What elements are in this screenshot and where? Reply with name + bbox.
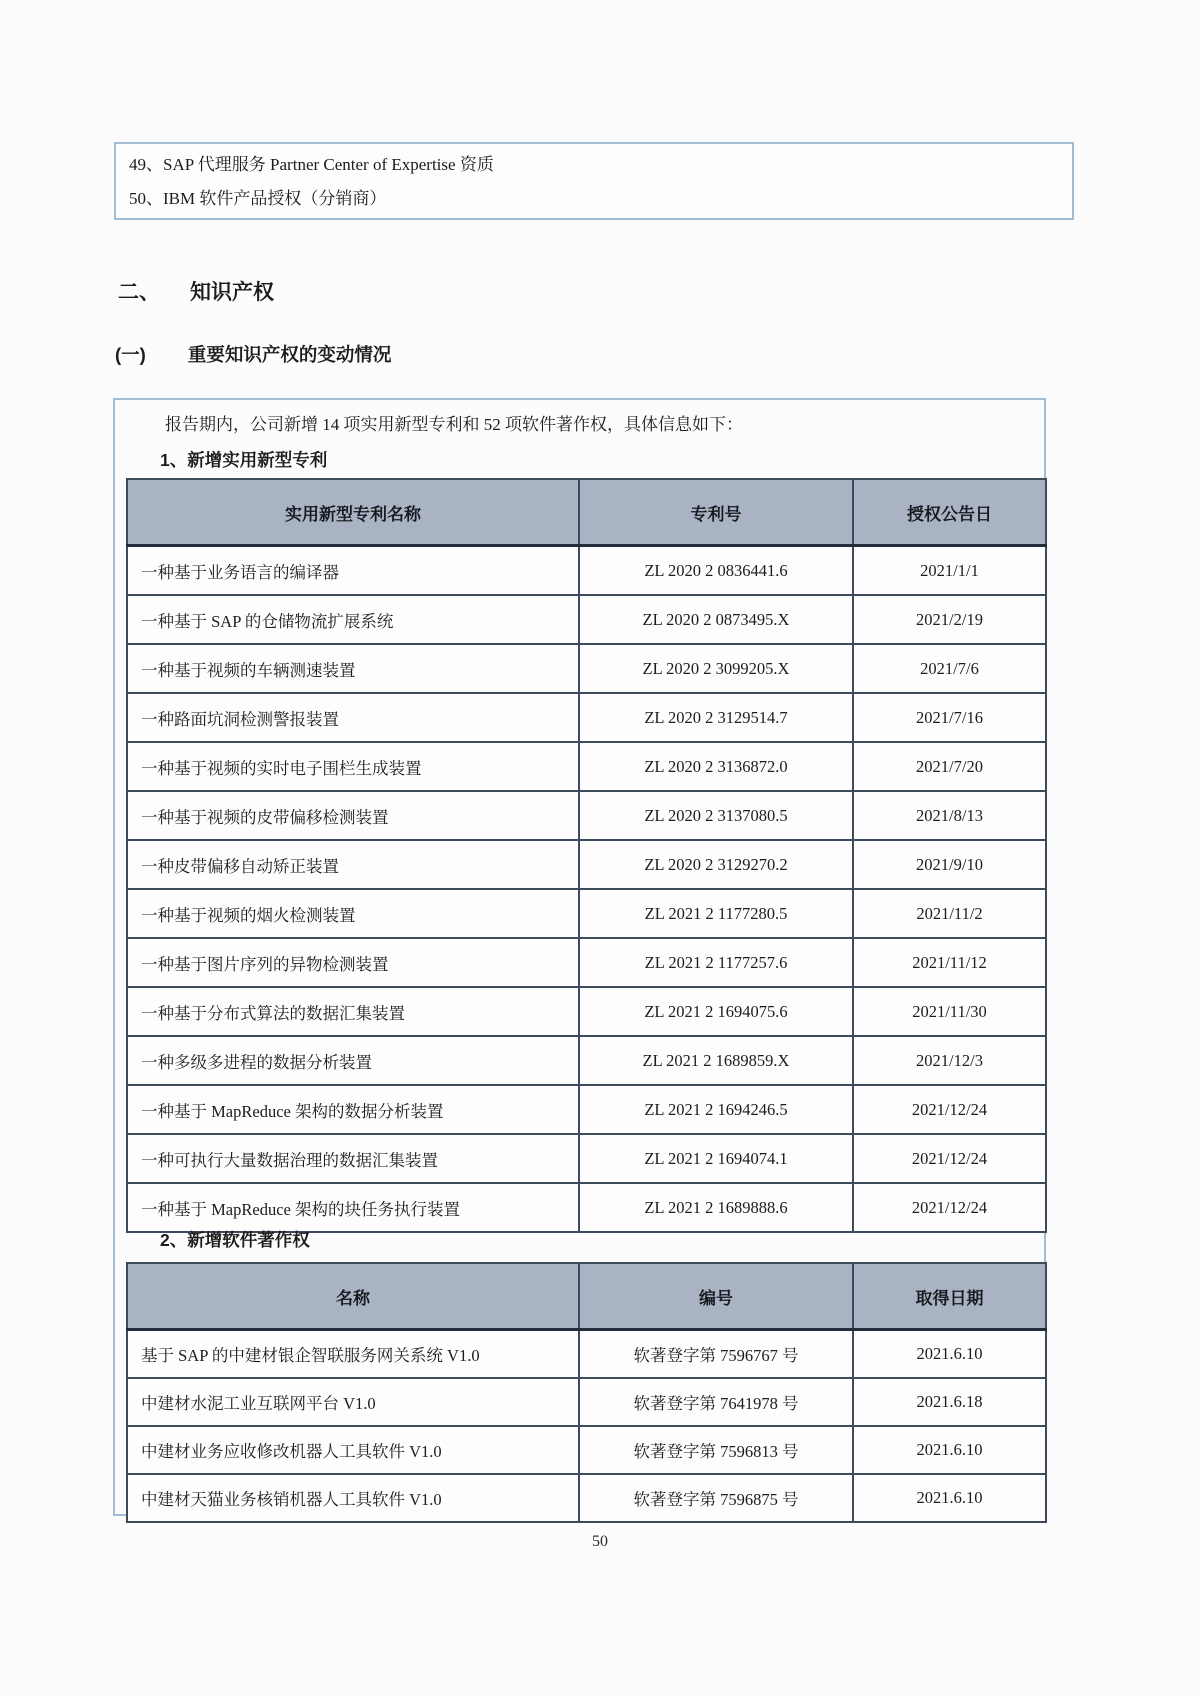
table-cell: 2021.6.18 (853, 1378, 1046, 1426)
qualification-item: 49、SAP 代理服务 Partner Center of Expertise 资质 (129, 155, 494, 174)
column-header: 专利号 (579, 479, 853, 546)
table-cell: ZL 2021 2 1694074.1 (579, 1134, 853, 1183)
table-cell: 2021/12/24 (853, 1134, 1046, 1183)
table-cell: 2021/9/10 (853, 840, 1046, 889)
table-cell: 一种基于 MapReduce 架构的数据分析装置 (127, 1085, 579, 1134)
table-row (127, 889, 1046, 938)
table-cell: 软著登字第 7641978 号 (579, 1378, 853, 1426)
table-cell: ZL 2020 2 0836441.6 (579, 546, 853, 596)
subsection-number: (一) (115, 344, 146, 365)
header-row (127, 1263, 1046, 1330)
table-cell: 软著登字第 7596813 号 (579, 1426, 853, 1474)
table-cell: 一种可执行大量数据治理的数据汇集装置 (127, 1134, 579, 1183)
section-title: 知识产权 (190, 281, 274, 304)
table-cell: ZL 2021 2 1177257.6 (579, 938, 853, 987)
table-cell: ZL 2020 2 3099205.X (579, 644, 853, 693)
table-cell: 2021/11/2 (853, 889, 1046, 938)
column-header: 实用新型专利名称 (127, 479, 579, 546)
table-cell: 软著登字第 7596767 号 (579, 1330, 853, 1379)
section-number: 二、 (118, 281, 160, 304)
table-cell: 2021.6.10 (853, 1474, 1046, 1522)
table-row (127, 546, 1046, 596)
table-cell: 一种基于视频的实时电子围栏生成装置 (127, 742, 579, 791)
table-cell: ZL 2020 2 3129514.7 (579, 693, 853, 742)
table-row (127, 1378, 1046, 1426)
table-cell: ZL 2020 2 0873495.X (579, 595, 853, 644)
table-cell: 2021/12/24 (853, 1085, 1046, 1134)
patent-table (126, 478, 1047, 1233)
table-cell: 2021/11/12 (853, 938, 1046, 987)
header-row (127, 479, 1046, 546)
table-row (127, 595, 1046, 644)
table-cell: 2021.6.10 (853, 1330, 1046, 1379)
table-cell: 一种基于视频的烟火检测装置 (127, 889, 579, 938)
table-row (127, 1085, 1046, 1134)
table-row (127, 1036, 1046, 1085)
table-cell: ZL 2021 2 1689859.X (579, 1036, 853, 1085)
table-cell: 一种基于 MapReduce 架构的块任务执行装置 (127, 1183, 579, 1232)
table-cell: 一种基于视频的皮带偏移检测装置 (127, 791, 579, 840)
section-heading (118, 276, 274, 306)
subsection-heading (115, 341, 391, 367)
table-row (127, 1134, 1046, 1183)
table-cell: ZL 2020 2 3136872.0 (579, 742, 853, 791)
table-row (127, 693, 1046, 742)
table-row (127, 1474, 1046, 1522)
subsection-title: 重要知识产权的变动情况 (187, 344, 392, 365)
copyright-table-caption: 2、新增软件著作权 (160, 1230, 310, 1250)
table-cell: 一种基于业务语言的编译器 (127, 546, 579, 596)
column-header: 取得日期 (853, 1263, 1046, 1330)
table-row (127, 1183, 1046, 1232)
column-header: 名称 (127, 1263, 579, 1330)
table-cell: 一种路面坑洞检测警报装置 (127, 693, 579, 742)
table-cell: 中建材业务应收修改机器人工具软件 V1.0 (127, 1426, 579, 1474)
table-cell: 中建材天猫业务核销机器人工具软件 V1.0 (127, 1474, 579, 1522)
table-row (127, 1330, 1046, 1379)
table-row (127, 938, 1046, 987)
table-cell: 2021/12/3 (853, 1036, 1046, 1085)
table-cell: 2021/12/24 (853, 1183, 1046, 1232)
patent-table-caption: 1、新增实用新型专利 (160, 450, 328, 470)
table-cell: 2021.6.10 (853, 1426, 1046, 1474)
table-cell: 2021/1/1 (853, 546, 1046, 596)
column-header: 编号 (579, 1263, 853, 1330)
table-cell: 2021/8/13 (853, 791, 1046, 840)
intro-paragraph: 报告期内，公司新增 14 项实用新型专利和 52 项软件著作权，具体信息如下： (165, 415, 743, 434)
table-cell: 基于 SAP 的中建材银企智联服务网关系统 V1.0 (127, 1330, 579, 1379)
qualification-item: 50、IBM 软件产品授权（分销商） (129, 189, 387, 208)
table-row (127, 840, 1046, 889)
column-header: 授权公告日 (853, 479, 1046, 546)
qualification-list-box (114, 142, 1074, 220)
table-row (127, 644, 1046, 693)
table-cell: 一种皮带偏移自动矫正装置 (127, 840, 579, 889)
table-cell: 一种基于分布式算法的数据汇集装置 (127, 987, 579, 1036)
table-row (127, 1426, 1046, 1474)
table-row (127, 742, 1046, 791)
table-cell: 2021/7/6 (853, 644, 1046, 693)
table-cell: 中建材水泥工业互联网平台 V1.0 (127, 1378, 579, 1426)
copyright-table (126, 1262, 1047, 1523)
table-cell: ZL 2021 2 1177280.5 (579, 889, 853, 938)
table-cell: 2021/7/16 (853, 693, 1046, 742)
table-cell: ZL 2021 2 1689888.6 (579, 1183, 853, 1232)
table-cell: 2021/2/19 (853, 595, 1046, 644)
page-number: 50 (592, 1533, 608, 1550)
table-cell: 软著登字第 7596875 号 (579, 1474, 853, 1522)
table-cell: 2021/7/20 (853, 742, 1046, 791)
table-row (127, 791, 1046, 840)
table-cell: 一种多级多进程的数据分析装置 (127, 1036, 579, 1085)
table-cell: ZL 2021 2 1694246.5 (579, 1085, 853, 1134)
table-cell: 一种基于 SAP 的仓储物流扩展系统 (127, 595, 579, 644)
table-cell: 一种基于图片序列的异物检测装置 (127, 938, 579, 987)
table-cell: ZL 2020 2 3129270.2 (579, 840, 853, 889)
table-cell: ZL 2020 2 3137080.5 (579, 791, 853, 840)
table-cell: 2021/11/30 (853, 987, 1046, 1036)
table-row (127, 987, 1046, 1036)
table-cell: ZL 2021 2 1694075.6 (579, 987, 853, 1036)
table-cell: 一种基于视频的车辆测速装置 (127, 644, 579, 693)
